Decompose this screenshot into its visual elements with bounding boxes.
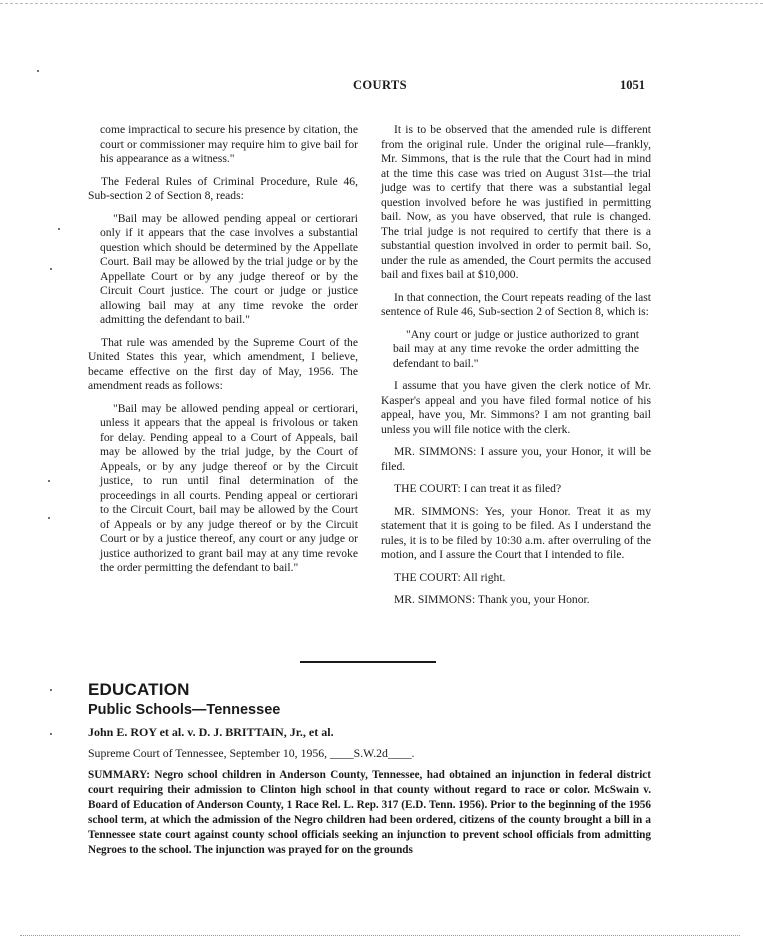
- scan-edge-top: [0, 3, 763, 4]
- paragraph: That rule was amended by the Supreme Court of the United States this year, which amendment, I believe, became effective on the first day of May, 1956. The amendment reads as follows:: [88, 335, 358, 392]
- running-header-title: COURTS: [352, 78, 408, 92]
- scan-speck: [50, 733, 52, 735]
- paragraph: MR. SIMMONS: Thank you, your Honor.: [394, 593, 590, 606]
- block-quote: "Bail may be allowed pending appeal or certiorari only if it appears that the case involves a substantial question which should be determined by the Appellate Court. Bail may be allowed by the trial judge or by the Appellate Court or by any judge thereof or by the Circuit Court justice. The court or judge or justice allowing bail may at any time revoke the order admitting the defendant to bail.": [100, 211, 358, 326]
- paragraph: In that connection, the Court repeats reading of the last sentence of Rule 46, Sub-section 2 of Section 8, which is:: [381, 290, 651, 318]
- case-title: John E. ROY et al. v. D. J. BRITTAIN, Jr., et al.: [88, 725, 334, 739]
- paragraph: come impractical to secure his presence by citation, the court or commissioner may require him to give bail for his appearance as a witness.": [100, 123, 358, 165]
- scan-speck: [50, 268, 52, 270]
- paragraph: MR. SIMMONS: I assure you, your Honor, it will be filed.: [381, 445, 651, 473]
- section-divider: [300, 661, 436, 663]
- right-column: [381, 123, 651, 616]
- page-number: 1051: [620, 78, 645, 92]
- scan-speck: [48, 480, 50, 482]
- block-quote: "Bail may be allowed pending appeal or certiorari, unless it appears that the appeal is frivolous or taken for delay. Pending appeal to a Court of Appeals, bail may be allowed by the trial judge, by the Court of Appeals, or by any judge thereof or by the Circuit justice, to run until final determination of the proceedings in all courts. Pending appeal or certiorari to the Circuit Court, bail may be allowed by the Court of Appeals or by any judge thereof or by the Circuit Court or by a justice thereof, any court or any judge or justice authorized to grant bail may at any time revoke the order permitting the defendant to bail.": [100, 401, 358, 574]
- scan-speck: [37, 70, 39, 72]
- case-citation: Supreme Court of Tennessee, September 10, 1956, ____S.W.2d____.: [88, 746, 415, 760]
- paragraph: THE COURT: All right.: [394, 570, 506, 584]
- paragraph: MR. SIMMONS: Yes, your Honor. Treat it as my statement that it is going to be filed. As I understand the rules, it is to be filed by 10:30 a.m. after overruling of the motion, and I assure the Court that I intended to file.: [381, 504, 651, 561]
- scan-speck: [48, 517, 50, 519]
- paragraph: THE COURT: I can treat it as filed?: [394, 482, 562, 495]
- block-quote: "Any court or judge or justice authorized to grant bail may at any time revoke the order admitting the defendant to bail.": [393, 327, 639, 370]
- section-title: EDUCATION: [88, 680, 190, 699]
- scan-speck: [58, 228, 60, 230]
- scan-speck: [50, 689, 52, 691]
- case-summary: SUMMARY: Negro school children in Anderson County, Tennessee, had obtained an injunction in federal district court requiring their admission to Clinton high school in that county without regard to race or color. McSwain v. Board of Education of Anderson County, 1 Race Rel. L. Rep. 317 (E.D. Tenn. 1956). Prior to the beginning of the 1956 school term, at which the admission of the Negro children had been ordered, citizens of the county brought a bill in a Tennessee state court against county school officials seeking an injunction to prevent school officials from admitting Negroes to the school. The injunction was prayed for on the grounds: [88, 769, 651, 856]
- paragraph: I assume that you have given the clerk notice of Mr. Kasper's appeal and you have filed formal notice of his appeal, have you, Mr. Simmons? I am not granting bail unless you will file notice with the clerk.: [381, 379, 651, 436]
- paragraph: It is to be observed that the amended rule is different from the original rule. Under the original rule—frankly, Mr. Simmons, that is the rule that the Court had in mind at the time this case was tried on August 31st—the trial judge was to certify that there was a substantial legal question involved before he was justified in permitting bail. Now, as you have observed, that rule is changed. The trial judge is not required to certify that there is a substantial question involved in order to permit bail. So, under the rule as amended, the Court permits the accused bail and fixes bail at $10,000.: [381, 123, 651, 281]
- subsection-title: Public Schools—Tennessee: [88, 702, 281, 718]
- scan-edge-bottom: [20, 935, 740, 936]
- left-column: [88, 123, 358, 584]
- paragraph: The Federal Rules of Criminal Procedure, Rule 46, Sub-section 2 of Section 8, reads:: [88, 174, 358, 202]
